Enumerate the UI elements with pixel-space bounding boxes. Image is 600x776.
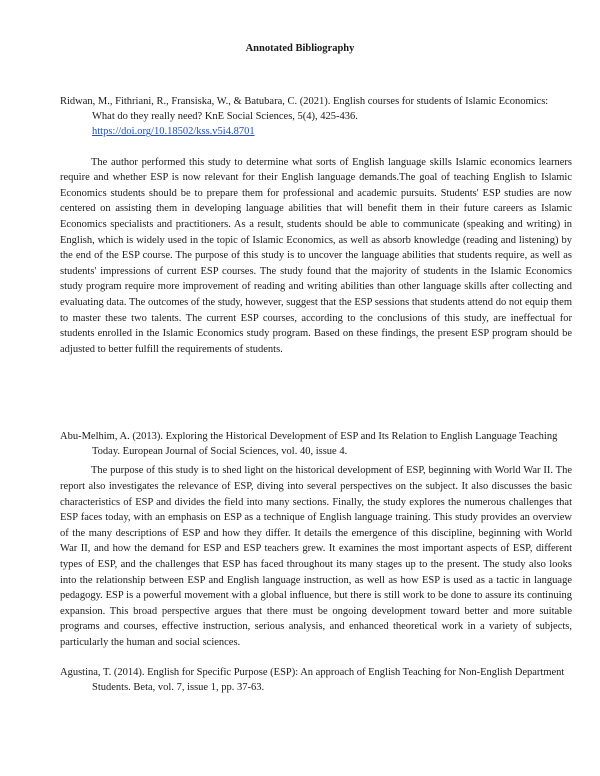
bibliography-entry: [60, 429, 572, 651]
doi-link[interactable]: https://doi.org/10.18502/kss.v5i4.8701: [92, 126, 255, 138]
entry-citation: [60, 94, 572, 140]
entry-summary: The purpose of this study is to shed light on the historical development of ESP, beginning with World War II. The report also investigates the relevance of ESP, diving into several perspectives on the subject. It also discusses the basic characteristics of ESP and divides the field into many sections. Finally, the study explores the numerous challenges that ESP faces today, with an emphasis on ESP as a technique of English language training. This study provides an overview of the many descriptions of ESP and how they differ. It details the emergence of this discipline, beginning with World War II, and how the demand for ESP and ESP teachers grew. It examines the most important aspects of ESP, different types of ESP, and the challenges that ESP has faced throughout its many stages up to the present. The study also looks into the relationship between ESP and English language instruction, as well as how ESP is used as a tactic in language pedagogy. ESP is a powerful movement with a global influence, but there is still work to be done to assure its continuing expansion. This broad perspective argues that there must be ongoing development toward better and more suitable programs and courses, effective instruction, serious analysis, and enhanced theoretical work in a variety of subjects, particularly the human and social sciences.: [60, 465, 572, 648]
page-title: Annotated Bibliography: [245, 43, 355, 54]
entry-summary: The author performed this study to determine what sorts of English language skills Islamic economics learners require and whether ESP is now relevant for their English language demands.The goal of teaching English to Islamic Economics students should be to prepare them for professional and academic pursuits. Students' ESP studies are now centered on assisting them in developing language abilities that will benefit them in their future careers as Islamic Economics specialists and practitioners. As a result, students should be able to communicate (speaking and writing) in English, which is widely used in the topic of Islamic Economics, as well as absorb knowledge (reading and listening) by the end of the ESP course. The purpose of this study is to uncover the language abilities that students require, as well as students' impressions of current ESP courses. The study found that the majority of students in the Islamic Economics study program require more improvement of reading and writing abilities than other language skills after collecting and evaluating data. The outcomes of the study, however, suggest that the ESP sessions that students attend do not equip them to master these two talents. The current ESP courses, according to the conclusions of this study, are ineffectual for students enrolled in the Islamic Economics study program. Based on these findings, the present ESP program should be adjusted to better fulfill the requirements of students.: [60, 156, 572, 355]
entry-citation: Agustina, T. (2014). English for Specific Purpose (ESP): An approach of English Teaching for Non-English Department Students. Beta, vol. 7, issue 1, pp. 37-63.: [60, 667, 565, 694]
bibliography-entry: [60, 94, 572, 357]
entry-citation: Abu-Melhim, A. (2013). Exploring the Historical Development of ESP and Its Relation to English Language Teaching Today. European Journal of Social Sciences, vol. 40, issue 4.: [60, 431, 558, 458]
citation-text: Ridwan, M., Fithriani, R., Fransiska, W., & Batubara, C. (2021). English courses for students of Islamic Economics: What do they really need? KnE Social Sciences, 5(4), 425-436.: [60, 96, 549, 123]
bibliography-entry: [60, 665, 572, 695]
